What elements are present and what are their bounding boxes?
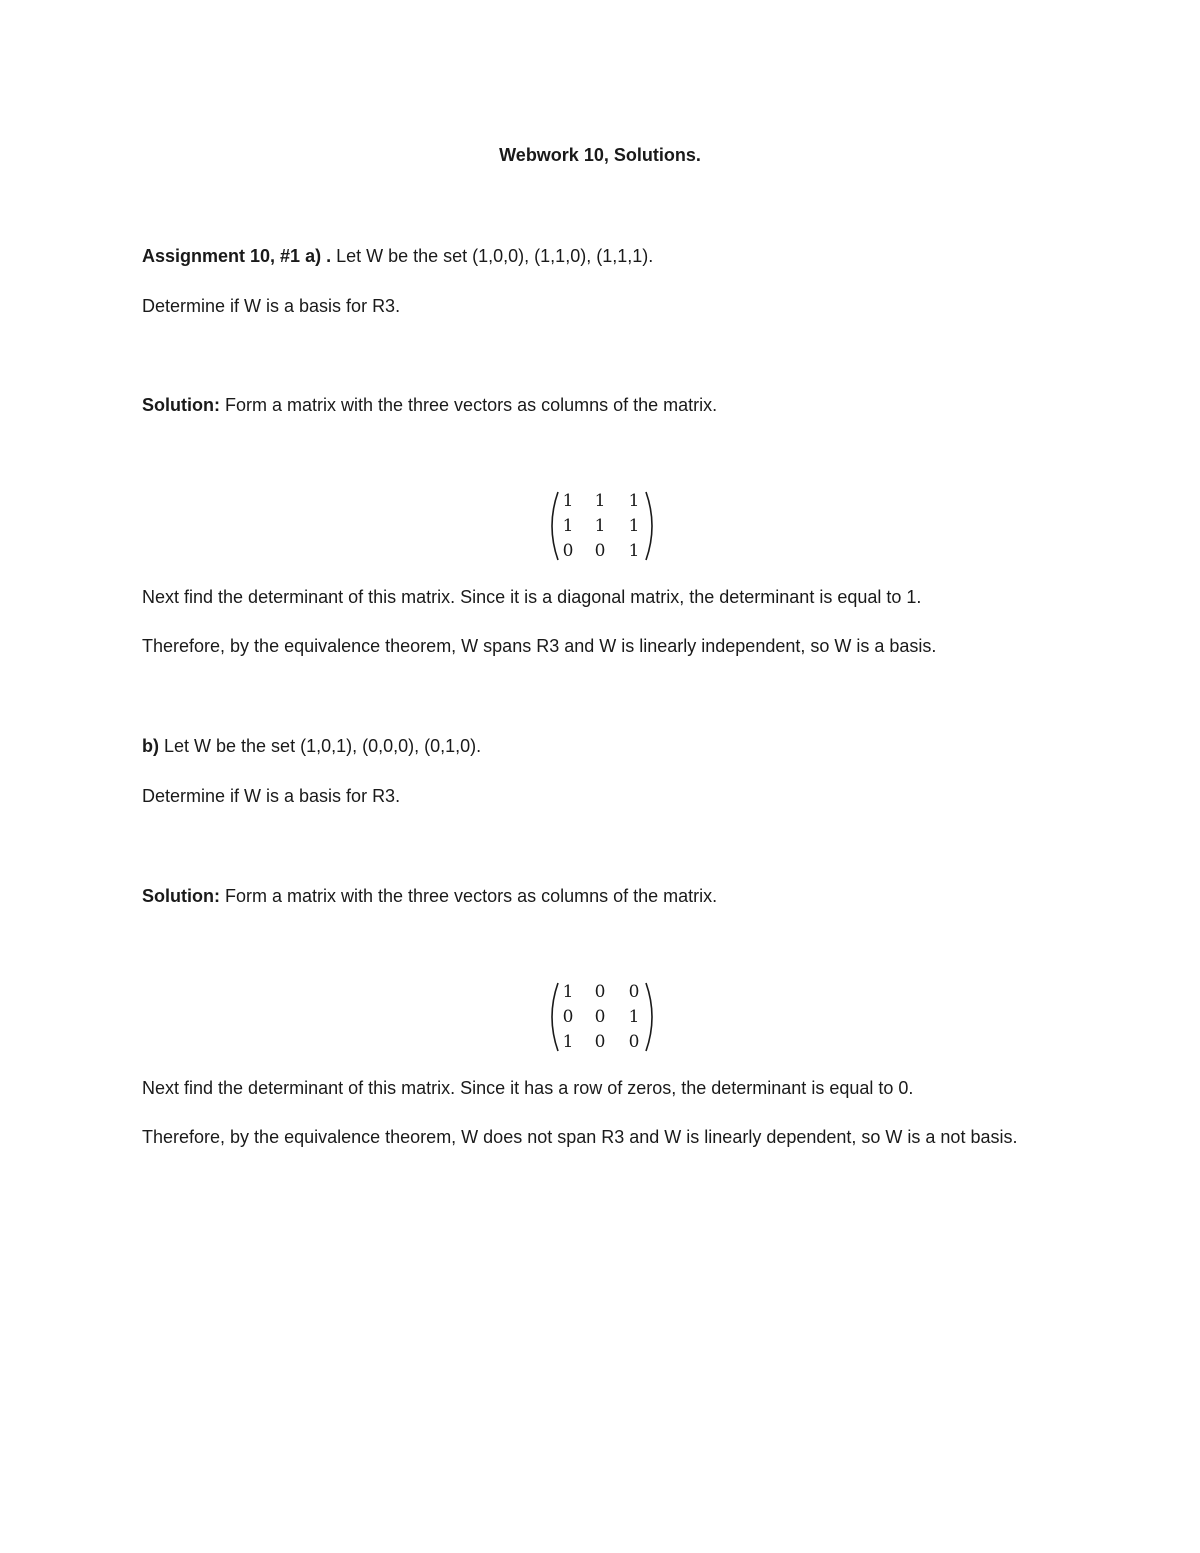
part-a-next: Next find the determinant of this matrix. Since it is a diagonal matrix, the determinant is equal to 1. [142, 587, 922, 607]
matrix-cell: 1 [628, 491, 640, 511]
part-b-statement-text: Let W be the set (1,0,1), (0,0,0), (0,1,0). [159, 736, 482, 756]
matrix-cell: 0 [628, 982, 640, 1002]
part-b-solution [142, 884, 717, 908]
matrix-cell: 0 [594, 982, 606, 1002]
part-a-statement-text: Let W be the set (1,0,0), (1,1,0), (1,1,1). [331, 246, 654, 266]
matrix-cell: 1 [562, 516, 574, 536]
part-b-label: b) [142, 736, 159, 756]
matrix-cell: 1 [562, 491, 574, 511]
part-b-statement [142, 734, 481, 758]
matrix-cell: 0 [594, 1007, 606, 1027]
part-b-solution-text: Form a matrix with the three vectors as columns of the matrix. [219, 886, 718, 906]
matrix-cell: 0 [628, 1032, 640, 1052]
matrix-cell: 0 [594, 1032, 606, 1052]
part-a-conclusion: Therefore, by the equivalence theorem, W spans R3 and W is linearly independent, so W is a basis. [142, 636, 937, 656]
matrix-cell: 1 [628, 541, 640, 561]
matrix-cell: 0 [562, 1007, 574, 1027]
matrix-cell: 1 [562, 982, 574, 1002]
matrix-cell: 1 [562, 1032, 574, 1052]
matrix-cell: 1 [628, 516, 640, 536]
matrix-cell: 0 [594, 541, 606, 561]
matrix-cell: 1 [594, 516, 606, 536]
matrix-cell: 0 [562, 541, 574, 561]
part-a-matrix [544, 490, 660, 562]
matrix-cell: 1 [628, 1007, 640, 1027]
page-title: Webwork 10, Solutions. [499, 145, 701, 165]
part-a-solution-label: Solution: [142, 395, 220, 415]
part-a-solution-text: Form a matrix with the three vectors as columns of the matrix. [219, 395, 718, 415]
part-b-question: Determine if W is a basis for R3. [142, 786, 401, 806]
part-a-label: Assignment 10, #1 a) . [142, 246, 332, 266]
part-b-conclusion: Therefore, by the equivalence theorem, W does not span R3 and W is linearly dependent, so W is a not basis. [142, 1127, 1018, 1147]
part-a-question: Determine if W is a basis for R3. [142, 296, 401, 316]
part-b-next: Next find the determinant of this matrix. Since it has a row of zeros, the determinant is equal to 0. [142, 1078, 914, 1098]
matrix-cell: 1 [594, 491, 606, 511]
part-a-solution [142, 393, 717, 417]
part-b-solution-label: Solution: [142, 886, 220, 906]
part-b-matrix [544, 981, 660, 1053]
part-a-statement [142, 244, 653, 268]
